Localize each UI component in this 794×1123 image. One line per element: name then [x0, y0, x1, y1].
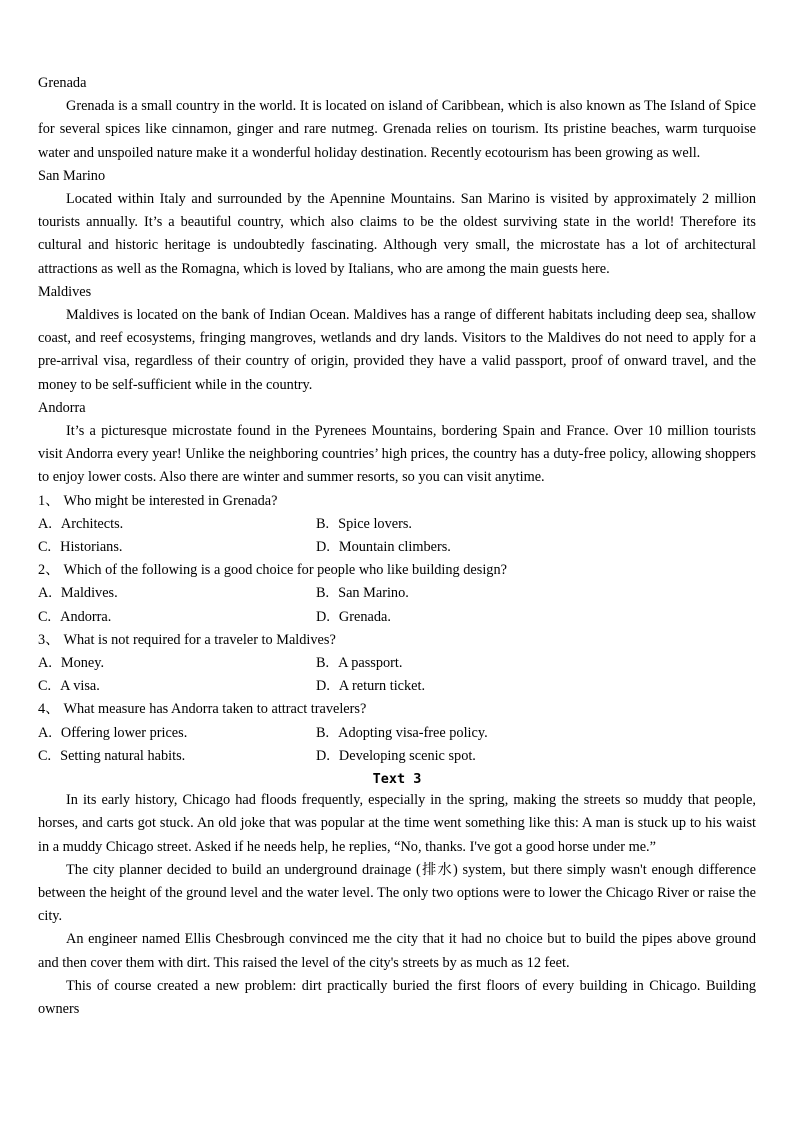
option-text: Maldives. [60, 585, 118, 602]
question-option [38, 675, 316, 698]
question-option [38, 513, 316, 536]
question-number: 3、 [38, 631, 60, 648]
question-text: What measure has Andorra taken to attract travelers? [63, 701, 367, 718]
options-row [38, 536, 756, 559]
options-row [38, 606, 756, 629]
option-label: A. [38, 655, 52, 672]
option-label: C. [38, 678, 52, 695]
question-option [316, 536, 451, 559]
question-option [38, 582, 316, 605]
options-row [38, 722, 756, 745]
text3-paragraph: This of course created a new problem: dirt practically buried the first floors of every building in Chicago. Building owners [38, 977, 756, 1017]
passage-heading: Andorra [38, 399, 86, 416]
passage-heading: Grenada [38, 75, 87, 91]
option-label: D. [316, 608, 330, 625]
question-number: 1、 [38, 492, 60, 509]
question-stem [38, 629, 756, 652]
question-block [38, 629, 756, 699]
option-text: Spice lovers. [338, 515, 412, 532]
option-label: C. [38, 608, 52, 625]
questions [38, 490, 756, 768]
text3-heading: Text 3 [372, 771, 422, 788]
text3-section [38, 770, 756, 1021]
passage-heading: Maldives [38, 283, 92, 300]
option-text: San Marino. [338, 585, 409, 602]
question-stem [38, 698, 756, 721]
passage-heading: San Marino [38, 167, 106, 184]
option-text: Architects. [60, 515, 124, 532]
option-label: B. [316, 655, 330, 672]
options-row [38, 582, 756, 605]
option-label: A. [38, 515, 52, 532]
text3-paragraph: In its early history, Chicago had floods frequently, especially in the spring, making the streets so muddy that people, horses, and carts got stuck. An old joke that was popular at the time went something like this: A man is stuck up to his waist in a muddy Chicago street. Asked if he needs help, he replies, “No, thanks. I've got a good horse under me.” [38, 792, 756, 855]
option-text: Historians. [60, 539, 123, 556]
question-option [316, 606, 391, 629]
text3-paragraph: An engineer named Ellis Chesbrough convinced me the city that it had no choice but to build the pipes above ground and then cover them with dirt. This raised the level of the city's streets by as much as 12 feet. [38, 931, 756, 971]
option-text: Offering lower prices. [60, 724, 188, 741]
passage-paragraph: Located within Italy and surrounded by the Apennine Mountains. San Marino is visited by approximately 2 million tourists annually. It’s a beautiful country, which also claims to be the oldest surviving state in the world! Therefore its cultural and historic heritage is undoubtedly fascinating. Although very small, the microstate has a lot of architectural attractions as well as the Romagna, which is loved by Italians, who are among the main guests here. [38, 191, 756, 277]
question-block [38, 490, 756, 560]
passage-paragraph: Maldives is located on the bank of Indian Ocean. Maldives has a range of different habitats including deep sea, shallow coast, and reef ecosystems, fringing mangroves, wetlands and dry lands. Visitors to the Maldives do not need to apply for a pre-arrival visa, regardless of their country of origin, provided they have a valid passport, proof of onward travel, and the money to be self-sufficient while in the country. [38, 307, 756, 393]
option-label: D. [316, 747, 330, 764]
question-option [38, 606, 316, 629]
question-stem [38, 490, 756, 513]
question-number: 4、 [38, 701, 60, 718]
reading-passages [38, 72, 756, 490]
question-option [316, 745, 476, 768]
passage-paragraph: Grenada is a small country in the world. It is located on island of Caribbean, which is also known as The Island of Spice for several spices like cinnamon, ginger and rare nutmeg. Grenada relies on tourism. Its pristine beaches, warm turquoise water and unspoiled nature make it a wonderful holiday destination. Recently ecotourism has been growing as well. [38, 98, 756, 161]
question-option [38, 722, 316, 745]
option-text: Developing scenic spot. [338, 747, 476, 764]
option-text: Adopting visa-free policy. [338, 724, 488, 741]
options-row [38, 675, 756, 698]
question-option [38, 745, 316, 768]
question-option [316, 652, 402, 675]
options-row [38, 513, 756, 536]
option-text: Setting natural habits. [60, 747, 186, 764]
question-option [316, 513, 412, 536]
option-text: Andorra. [60, 608, 112, 625]
question-stem [38, 559, 756, 582]
option-label: C. [38, 747, 52, 764]
question-option [316, 722, 488, 745]
option-label: C. [38, 539, 52, 556]
option-label: D. [316, 539, 330, 556]
question-block [38, 559, 756, 629]
question-option [316, 582, 409, 605]
passage-paragraph: It’s a picturesque microstate found in the Pyrenees Mountains, bordering Spain and France. Over 10 million tourists visit Andorra every year! Unlike the neighboring countries’ high prices, the country has a duty-free policy, allowing shoppers to enjoy lower costs. Also there are winter and summer resorts, so you can visit anytime. [38, 423, 756, 486]
option-text: Mountain climbers. [338, 539, 451, 556]
option-label: A. [38, 724, 52, 741]
option-text: A visa. [60, 678, 100, 695]
options-row [38, 652, 756, 675]
option-text: Grenada. [338, 608, 391, 625]
question-number: 2、 [38, 562, 60, 579]
question-text: Which of the following is a good choice for people who like building design? [63, 562, 507, 579]
option-text: A return ticket. [338, 678, 426, 695]
question-text: Who might be interested in Grenada? [63, 492, 278, 509]
question-block [38, 698, 756, 768]
option-label: A. [38, 585, 52, 602]
question-option [316, 675, 425, 698]
option-text: Money. [60, 655, 105, 672]
option-text: A passport. [338, 655, 403, 672]
question-option [38, 536, 316, 559]
option-label: D. [316, 678, 330, 695]
text3-paragraph: The city planner decided to build an underground drainage (排水) system, but there simply wasn't enough difference between the height of the ground level and the water level. The only two options were to lower the Chicago River or raise the city. [38, 861, 756, 925]
question-text: What is not required for a traveler to Maldives? [63, 631, 336, 648]
option-label: B. [316, 724, 330, 741]
option-label: B. [316, 515, 330, 532]
option-label: B. [316, 585, 330, 602]
question-option [38, 652, 316, 675]
options-row [38, 745, 756, 768]
